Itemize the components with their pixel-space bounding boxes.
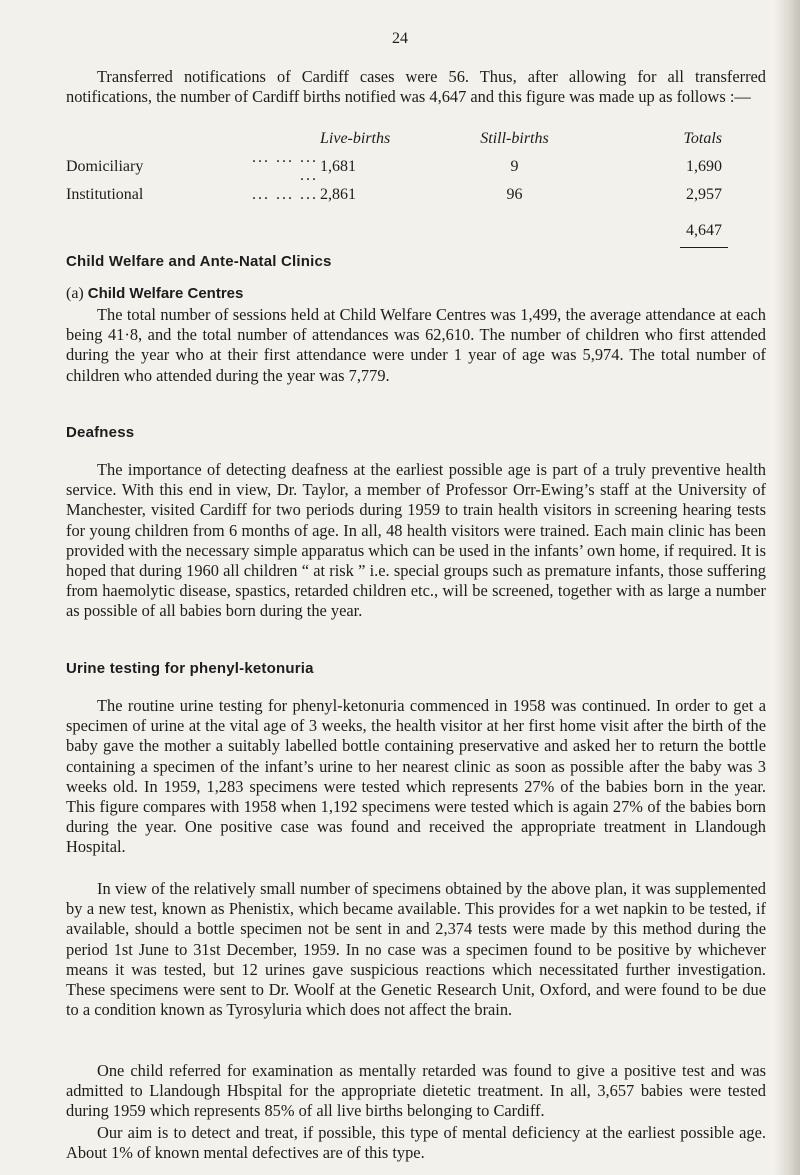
grand-total: 4,647 — [686, 222, 722, 239]
row-label: Institutional — [66, 186, 144, 203]
row-total: 1,690 — [686, 158, 722, 175]
subsection-title: Child Welfare Centres — [87, 285, 244, 302]
subsection-marker: (a) — [66, 285, 84, 302]
child-welfare-paragraph — [66, 305, 766, 386]
table-row — [66, 185, 722, 205]
page-edge-shadow — [774, 0, 800, 1175]
paragraph-text: In view of the relatively small number of specimens obtained by the above plan, it was supplemented by a new test, known as Phenistix, which became available. This provides for a wet napkin to be tested, if available, should a bottle specimen not be sent in and 2,374 tests were made by this method during the period 1st June to 31st December, 1959. In no case was a specimen found to be positive by whichever means it was tested, but 12 urines gave suspicious reactions which necessitated further investigation. These specimens were sent to Dr. Woolf at the Genetic Research Unit, Oxford, and were found to be due to a condition known as Tyrosyluria which does not affect the brain. — [66, 879, 766, 1020]
page-number: 24 — [392, 30, 408, 47]
urine-paragraph-1 — [66, 696, 766, 858]
intro-text: Transferred notifications of Cardiff cases were 56. Thus, after allowing for all transferred notifications, the number of Cardiff births notified was 4,647 and this figure was made up as follows :— — [66, 67, 766, 107]
header-totals: Totals — [683, 130, 722, 147]
row-label: Domiciliary — [66, 158, 144, 175]
blank-cell — [236, 205, 318, 241]
urine-paragraph-2 — [66, 879, 766, 1020]
blank-cell — [66, 205, 236, 241]
paragraph-text: The importance of detecting deafness at the earliest possible age is part of a truly preventive health service. With this end in view, Dr. Taylor, a member of Professor Orr-Ewing’s staff at the University of Manchester, visited Cardiff for two periods during 1959 to train health visitors in screening hearing tests for young children from 6 months of age. In all, 48 health visitors were trained. Each main clinic has been provided with the necessary simple apparatus which can be used in the infants’ own home, if required. It is hoped that during 1960 all children “ at risk ” i.e. special groups such as premature infants, those suffering from haemolytic disease, spastics, retarded children etc., will be screened, together with as large a number as possible of all babies born during the year. — [66, 460, 766, 621]
section-heading-deafness: Deafness — [66, 424, 135, 441]
paragraph-text: One child referred for examination as mentally retarded was found to give a positive test and was admitted to Llandough Hbspital for the appropriate dietetic treatment. In all, 3,657 babies were tested during 1959 which represents 85% of all live births belonging to Cardiff. — [66, 1061, 766, 1121]
intro-paragraph — [66, 67, 766, 107]
row-live-births: 2,861 — [320, 186, 356, 203]
row-leader-dots: ... ... ... ... — [252, 149, 318, 184]
births-table-header — [66, 129, 722, 149]
urine-paragraph-3 — [66, 1061, 766, 1122]
blank-cell — [452, 205, 577, 241]
header-blank-dots — [236, 129, 318, 149]
header-still-births: Still-births — [480, 130, 549, 147]
paragraph-text: Our aim is to detect and treat, if possible, this type of mental deficiency at the earliest possible age. About 1% of known mental defectives are of this type. — [66, 1123, 766, 1163]
subsection-heading-child-welfare — [66, 285, 243, 303]
row-live-births: 1,681 — [320, 158, 356, 175]
blank-cell — [318, 205, 452, 241]
header-live-births: Live-births — [320, 130, 391, 147]
row-leader-dots: ... ... ... — [252, 186, 318, 203]
row-still-births: 96 — [506, 186, 523, 203]
section-heading-clinics: Child Welfare and Ante-Natal Clinics — [66, 253, 332, 270]
deafness-paragraph — [66, 460, 766, 622]
table-row — [66, 149, 722, 185]
urine-paragraph-4 — [66, 1123, 766, 1163]
grand-total-cell — [577, 205, 722, 241]
row-still-births: 9 — [510, 158, 519, 175]
grand-total-row — [66, 205, 722, 241]
header-blank — [66, 129, 236, 149]
paragraph-text: The routine urine testing for phenyl-ketonuria commenced in 1958 was continued. In order to get a specimen of urine at the vital age of 3 weeks, the health visitor at her first home visit after the birth of the baby gave the mother a suitably labelled bottle containing preservative and asked her to return the bottle containing a specimen of the infant’s urine to her nearest clinic as soon as possible after the baby was 3 weeks old. In 1959, 1,283 specimens were tested which represents 27% of the babies born in the year. This figure compares with 1958 when 1,192 specimens were tested which is again 27% of the babies born during the year. One positive case was found and received the appropriate treatment in Llandough Hospital. — [66, 696, 766, 857]
section-heading-urine: Urine testing for phenyl-ketonuria — [66, 660, 314, 677]
paragraph-text: The total number of sessions held at Child Welfare Centres was 1,499, the average attendance at each being 41·8, and the total number of attendances was 62,610. The number of children who first attended during the year who at their first attendance were under 1 year of age was 5,974. The total number of children who attended during the year was 7,779. — [66, 305, 766, 385]
births-table — [66, 129, 722, 241]
row-total: 2,957 — [686, 186, 722, 203]
